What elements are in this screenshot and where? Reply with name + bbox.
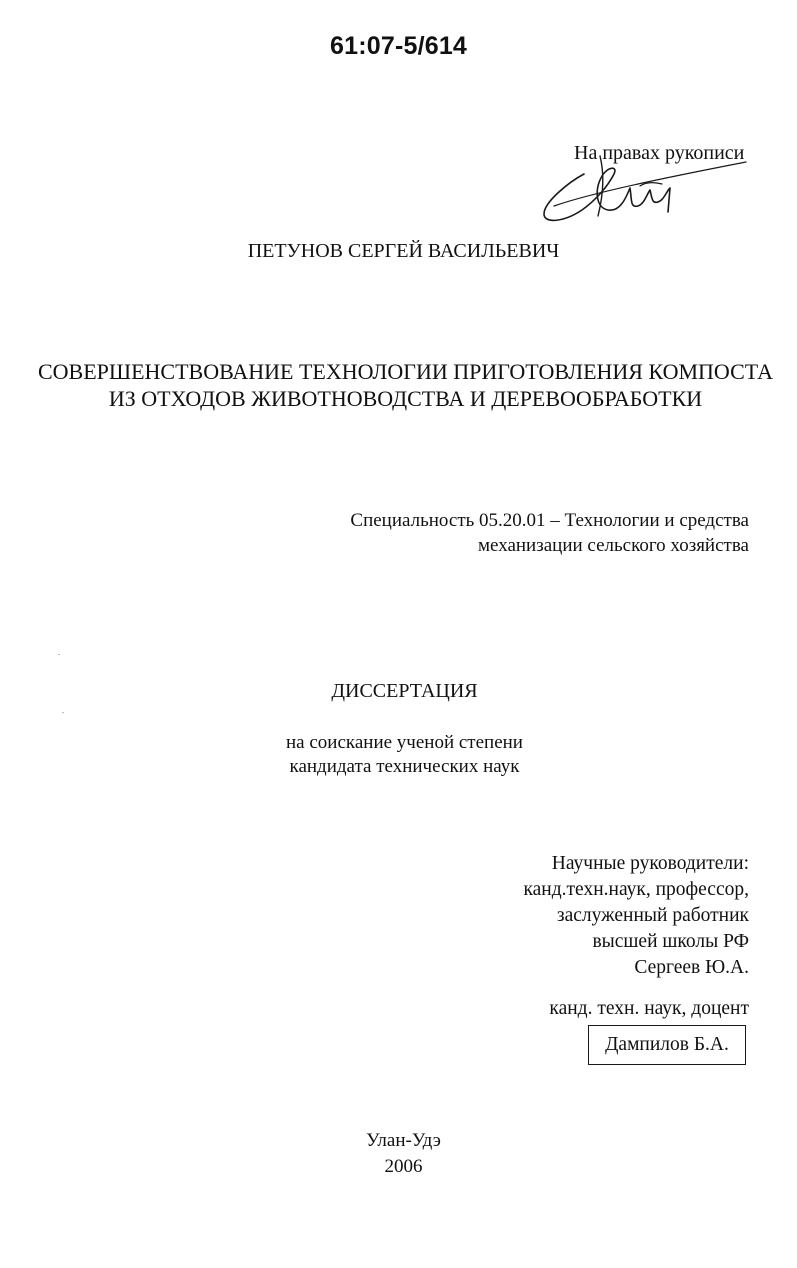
- degree-block: [0, 731, 797, 779]
- city: Улан-Удэ: [366, 1130, 441, 1151]
- degree-line-1: на соискание ученой степени: [286, 732, 523, 753]
- scan-speck: [58, 654, 60, 655]
- title-line-2: ИЗ ОТХОДОВ ЖИВОТНОВОДСТВА И ДЕРЕВООБРАБОТКИ: [108, 386, 703, 411]
- author-signature: [534, 152, 754, 232]
- year: 2006: [384, 1156, 423, 1177]
- supervisor-1-name: Сергеев Ю.А.: [634, 957, 749, 978]
- author-name: ПЕТУНОВ СЕРГЕЙ ВАСИЛЬЕВИЧ: [247, 240, 560, 262]
- document-type: ДИССЕРТАЦИЯ: [331, 680, 478, 702]
- supervisors-heading: Научные руководители:: [551, 853, 749, 874]
- supervisor-1-line-1: канд.техн.наук, профессор,: [523, 879, 749, 900]
- supervisor-2-name-box: [588, 1025, 746, 1065]
- specialty-line-2: механизации сельского хозяйства: [477, 535, 749, 556]
- supervisor-2-name: Дампилов Б.А.: [605, 1034, 729, 1055]
- place-and-year: [0, 1128, 797, 1180]
- supervisor-1-line-3: высшей школы РФ: [592, 931, 749, 952]
- supervisor-2-title: канд. техн. наук, доцент: [549, 998, 749, 1019]
- supervisor-1-line-2: заслуженный работник: [556, 905, 749, 926]
- specialty-line-1: Специальность 05.20.01 – Технологии и средства: [350, 510, 749, 531]
- catalog-number: 61:07-5/614: [330, 32, 468, 60]
- specialty-block: [350, 508, 749, 558]
- dissertation-title: [0, 358, 797, 412]
- title-line-1: СОВЕРШЕНСТВОВАНИЕ ТЕХНОЛОГИИ ПРИГОТОВЛЕНИЯ КОМПОСТА: [37, 359, 773, 384]
- scan-speck: [62, 712, 64, 713]
- degree-line-2: кандидата технических наук: [289, 756, 520, 777]
- manuscript-rights-note: На правах рукописи: [574, 142, 745, 164]
- supervisors-block: [523, 851, 749, 981]
